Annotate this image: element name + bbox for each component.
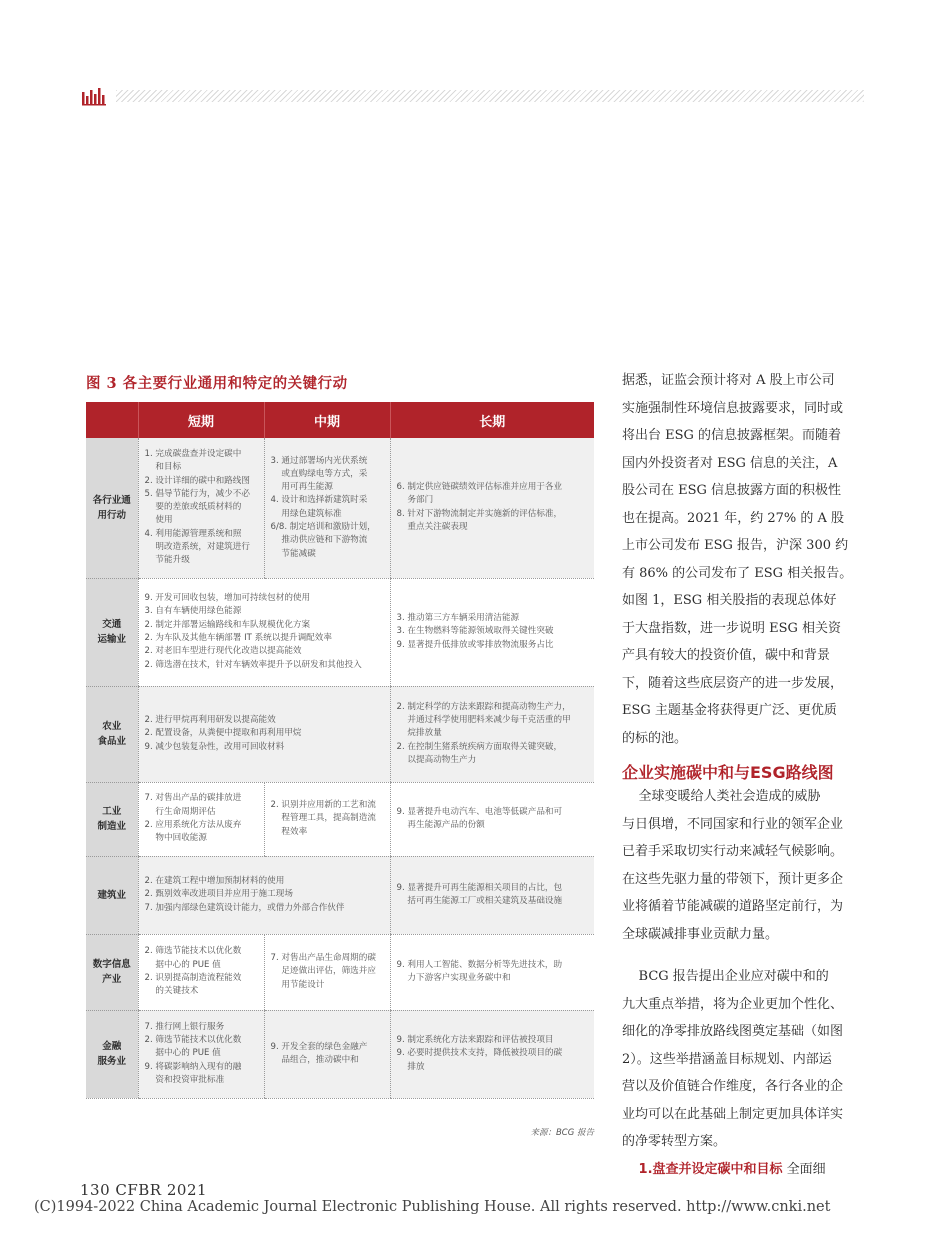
table-row	[86, 686, 594, 782]
text-line: 国内外投资者对 ESG 信息的关注，A	[622, 455, 838, 471]
text-line: 有 86% 的公司发布了 ESG 相关报告。	[622, 565, 853, 581]
text-line: 据悉，证监会预计将对 A 股上市公司	[622, 373, 835, 388]
text-line: 股公司在 ESG 信息披露方面的积极性	[622, 483, 842, 498]
text-line: 2）。这些举措涵盖目标规划、内部运	[622, 1051, 832, 1067]
text-line: 于大盘指数，进一步说明 ESG 相关资	[622, 620, 842, 636]
text-line: ESG 主题基金将获得更广泛、更优质	[622, 703, 837, 718]
cell-long: 6. 制定供应链碳绩效评估标准并应用于各业 务部门 8. 针对下游物流制定并实施新的评估标准， 重点关注碳表现	[390, 438, 594, 578]
text-line: 已着手采取切实行动来减轻气候影响。	[622, 844, 844, 859]
text-line: 产具有较大的投资价值，碳中和背景	[622, 648, 831, 663]
row-header: 交通 运输业	[86, 578, 138, 686]
sub-heading: 1.盘查并设定碳中和目标	[638, 1161, 783, 1177]
table-row	[86, 1010, 594, 1098]
row-header: 农业 食品业	[86, 686, 138, 782]
cell-long: 9. 显著提升可再生能源相关项目的占比，包 括可再生能源工厂或相关建筑及基础设施	[390, 856, 594, 934]
text-line: 下，随着这些底层资产的进一步发展，	[622, 675, 844, 691]
cell-short-mid: 9. 开发可回收包装，增加可持续包材的使用 3. 自有车辆使用绿色能源 2. 制定并部署运输路线和车队规模优化方案 2. 为车队及其他车辆部署 IT 系统以提升调配效率 2. 对老旧车型进行现代化改造以提高能效 2. 筛选潜在技术，针对车辆效率提升予以研发和其他投入	[138, 578, 390, 686]
magazine-logo-icon	[82, 86, 108, 106]
row-header: 数字信息 产业	[86, 934, 138, 1010]
cell-mid: 2. 识别并应用新的工艺和流 程管理工具，提高制造流 程效率	[264, 782, 390, 856]
text-line: 营以及价值链合作维度，各行各业的企	[622, 1079, 844, 1094]
text-line: 也在提高。2021 年，约 27% 的 A 股	[622, 510, 845, 526]
table-row	[86, 578, 594, 686]
header-stripe-band	[116, 90, 864, 102]
row-header: 工业 制造业	[86, 782, 138, 856]
table-row	[86, 934, 594, 1010]
key-actions-table	[86, 402, 594, 1099]
sub-heading-text: 全面细	[782, 1161, 826, 1177]
text-line: 在这些先驱力量的带领下，预计更多企	[622, 871, 844, 887]
cell-long: 9. 利用人工智能、数据分析等先进技术，助 力下游客户实现业务碳中和	[390, 934, 594, 1010]
section-heading: 企业实施碳中和与ESG路线图	[622, 763, 834, 782]
page-number: 130 CFBR 2021	[80, 1181, 208, 1199]
text-line: 全球碳减排事业贡献力量。	[622, 926, 779, 942]
cell-long: 9. 显著提升电动汽车、电池等低碳产品和可 再生能源产品的份额	[390, 782, 594, 856]
row-header: 金融 服务业	[86, 1010, 138, 1098]
text-line: 上市公司发布 ESG 报告，沪深 300 约	[622, 538, 849, 553]
text-line	[622, 1156, 864, 1184]
table-row	[86, 856, 594, 934]
row-header: 建筑业	[86, 856, 138, 934]
table-header-long: 长期	[390, 402, 594, 438]
table-header-mid: 中期	[264, 402, 390, 438]
figure-source: 来源：BCG 报告	[530, 1128, 594, 1138]
paragraph-1	[622, 367, 864, 752]
cell-short: 7. 对售出产品的碳排放进 行生命周期评估 2. 应用系统化方法从废弃 物中回收能源	[138, 782, 264, 856]
cell-short-mid: 2. 在建筑工程中增加预制材料的使用 2. 甄别效率改进项目并应用于施工现场 7. 加强内部绿色建筑设计能力，或借力外部合作伙伴	[138, 856, 390, 934]
text-line: 业将循着节能减碳的道路坚定前行，为	[622, 899, 844, 914]
paragraph-3	[622, 963, 864, 1183]
copyright-footer: (C)1994-2022 China Academic Journal Electronic Publishing House. All rights reserved. http://www.cnki.net	[34, 1199, 831, 1215]
text-line: 实施强制性环境信息披露要求，同时或	[622, 400, 844, 416]
table-header-row	[86, 402, 594, 438]
page-header-strip	[82, 86, 864, 106]
cell-long: 3. 推动第三方车辆采用清洁能源 3. 在生物燃料等能源领域取得关键性突破 9. 显著提升低排放或零排放物流服务占比	[390, 578, 594, 686]
cell-mid: 3. 通过部署场内光伏系统 或直购绿电等方式，采 用可再生能源 4. 设计和选择新建筑时采 用绿色建筑标准 6/8. 制定培训和激励计划， 推动供应链和下游物流 节能减碳	[264, 438, 390, 578]
cell-short-mid: 2. 进行甲烷再利用研发以提高能效 2. 配置设备，从粪便中提取和再利用甲烷 9. 减少包装复杂性，改用可回收材料	[138, 686, 390, 782]
paragraph-2	[622, 783, 864, 948]
text-line: 细化的净零排放路线图奠定基础（如图	[622, 1024, 844, 1039]
text-line: 全球变暖给人类社会造成的威胁	[622, 789, 821, 804]
text-line: 九大重点举措，将为企业更加个性化、	[622, 996, 844, 1012]
text-line: BCG 报告提出企业应对碳中和的	[622, 969, 829, 984]
table-header-short: 短期	[138, 402, 264, 438]
table-header-blank	[86, 402, 138, 438]
row-header: 各行业通 用行动	[86, 438, 138, 578]
cell-mid: 9. 开发全套的绿色金融产 品组合，推动碳中和	[264, 1010, 390, 1098]
text-line: 如图 1，ESG 相关股指的表现总体好	[622, 593, 837, 608]
cell-long: 2. 制定科学的方法来跟踪和提高动物生产力， 并通过科学使用肥料来减少每千克活重的甲 烷排放量 2. 在控制生猪系统疾病方面取得关键突破， 以提高动物生产力	[390, 686, 594, 782]
text-line: 的标的池。	[622, 730, 688, 746]
table-row	[86, 782, 594, 856]
text-line: 与日俱增，不同国家和行业的领军企业	[622, 816, 844, 832]
figure-title: 图 3 各主要行业通用和特定的关键行动	[86, 375, 348, 392]
cell-short: 2. 筛选节能技术以优化数 据中心的 PUE 值 2. 识别提高制造流程能效 的关键技术	[138, 934, 264, 1010]
table-row	[86, 438, 594, 578]
cell-mid: 7. 对售出产品生命周期的碳 足迹做出评估，筛选并应 用节能设计	[264, 934, 390, 1010]
text-line: 业均可以在此基础上制定更加具体详实	[622, 1106, 844, 1122]
text-line: 将出台 ESG 的信息披露框架。而随着	[622, 428, 842, 443]
text-line: 的净零转型方案。	[622, 1134, 727, 1149]
cell-short: 7. 推行网上银行服务 2. 筛选节能技术以优化数 据中心的 PUE 值 9. 将碳影响纳入现有的融 资和投资审批标准	[138, 1010, 264, 1098]
cell-short: 1. 完成碳盘查并设定碳中 和目标 2. 设计详细的碳中和路线图 5. 倡导节能行为，减少不必 要的差旅或纸质材料的 使用 4. 利用能源管理系统和照 明改造系统，对建筑进行 节能升级	[138, 438, 264, 578]
cell-long: 9. 制定系统化方法来跟踪和评估被投项目 9. 必要时提供技术支持，降低被投项目的碳 排放	[390, 1010, 594, 1098]
